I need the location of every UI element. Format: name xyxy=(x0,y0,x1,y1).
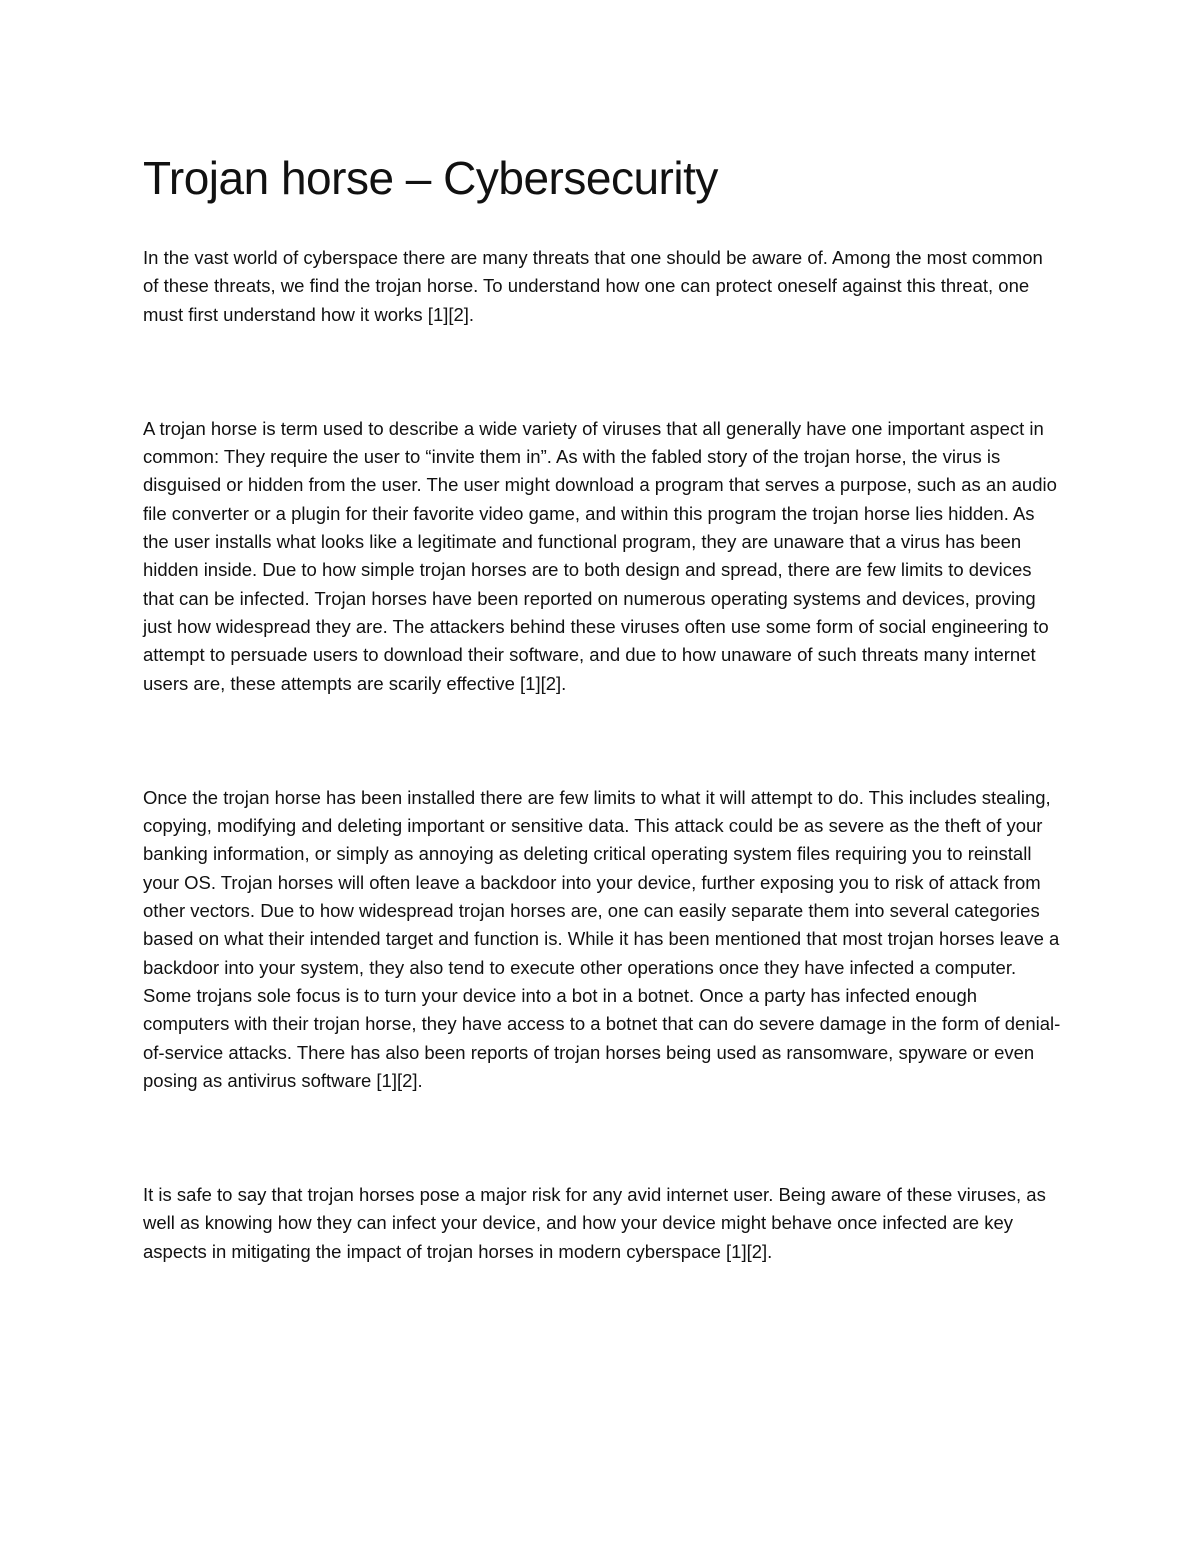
document-body xyxy=(143,148,1063,1352)
document-title: Trojan horse – Cybersecurity xyxy=(143,152,718,204)
paragraph-conclusion: It is safe to say that trojan horses pose a major risk for any avid internet user. Being aware of these viruses, as well as knowing how they can infect your device, and how your device might behave once infected are key aspects in mitigating the impact of trojan horses in modern cyberspace [1][2]. xyxy=(143,1184,1046,1262)
paragraph-introduction: In the vast world of cyberspace there are many threats that one should be aware of. Among the most common of these threats, we find the trojan horse. To understand how one can protect oneself against this threat, one must first understand how it works [1][2]. xyxy=(143,247,1043,325)
paragraph-definition: A trojan horse is term used to describe a wide variety of viruses that all generally have one important aspect in common: They require the user to “invite them in”. As with the fabled story of the trojan horse, the virus is disguised or hidden from the user. The user might download a program that serves a purpose, such as an audio file converter or a plugin for their favorite video game, and within this program the trojan horse lies hidden. As the user installs what looks like a legitimate and functional program, they are unaware that a virus has been hidden inside. Due to how simple trojan horses are to both design and spread, there are few limits to devices that can be infected. Trojan horses have been reported on numerous operating systems and devices, proving just how widespread they are. The attackers behind these viruses often use some form of social engineering to attempt to persuade users to download their software, and due to how unaware of such threats many internet users are, these attempts are scarily effective [1][2]. xyxy=(143,417,1057,694)
paragraph-effects: Once the trojan horse has been installed there are few limits to what it will attempt to do. This includes stealing, copying, modifying and deleting important or sensitive data. This attack could be as severe as the theft of your banking information, or simply as annoying as deleting critical operating system files requiring you to reinstall your OS. Trojan horses will often leave a backdoor into your device, further exposing you to risk of attack from other vectors. Due to how widespread trojan horses are, one can easily separate them into several categories based on what their intended target and function is. While it has been mentioned that most trojan horses leave a backdoor into your system, they also tend to execute other operations once they have infected a computer. Some trojans sole focus is to turn your device into a bot in a botnet. Once a party has infected enough computers with their trojan horse, they have access to a botnet that can do severe damage in the form of denial-of-service attacks. There has also been reports of trojan horses being used as ransomware, spyware or even posing as antivirus software [1][2]. xyxy=(143,786,1061,1091)
